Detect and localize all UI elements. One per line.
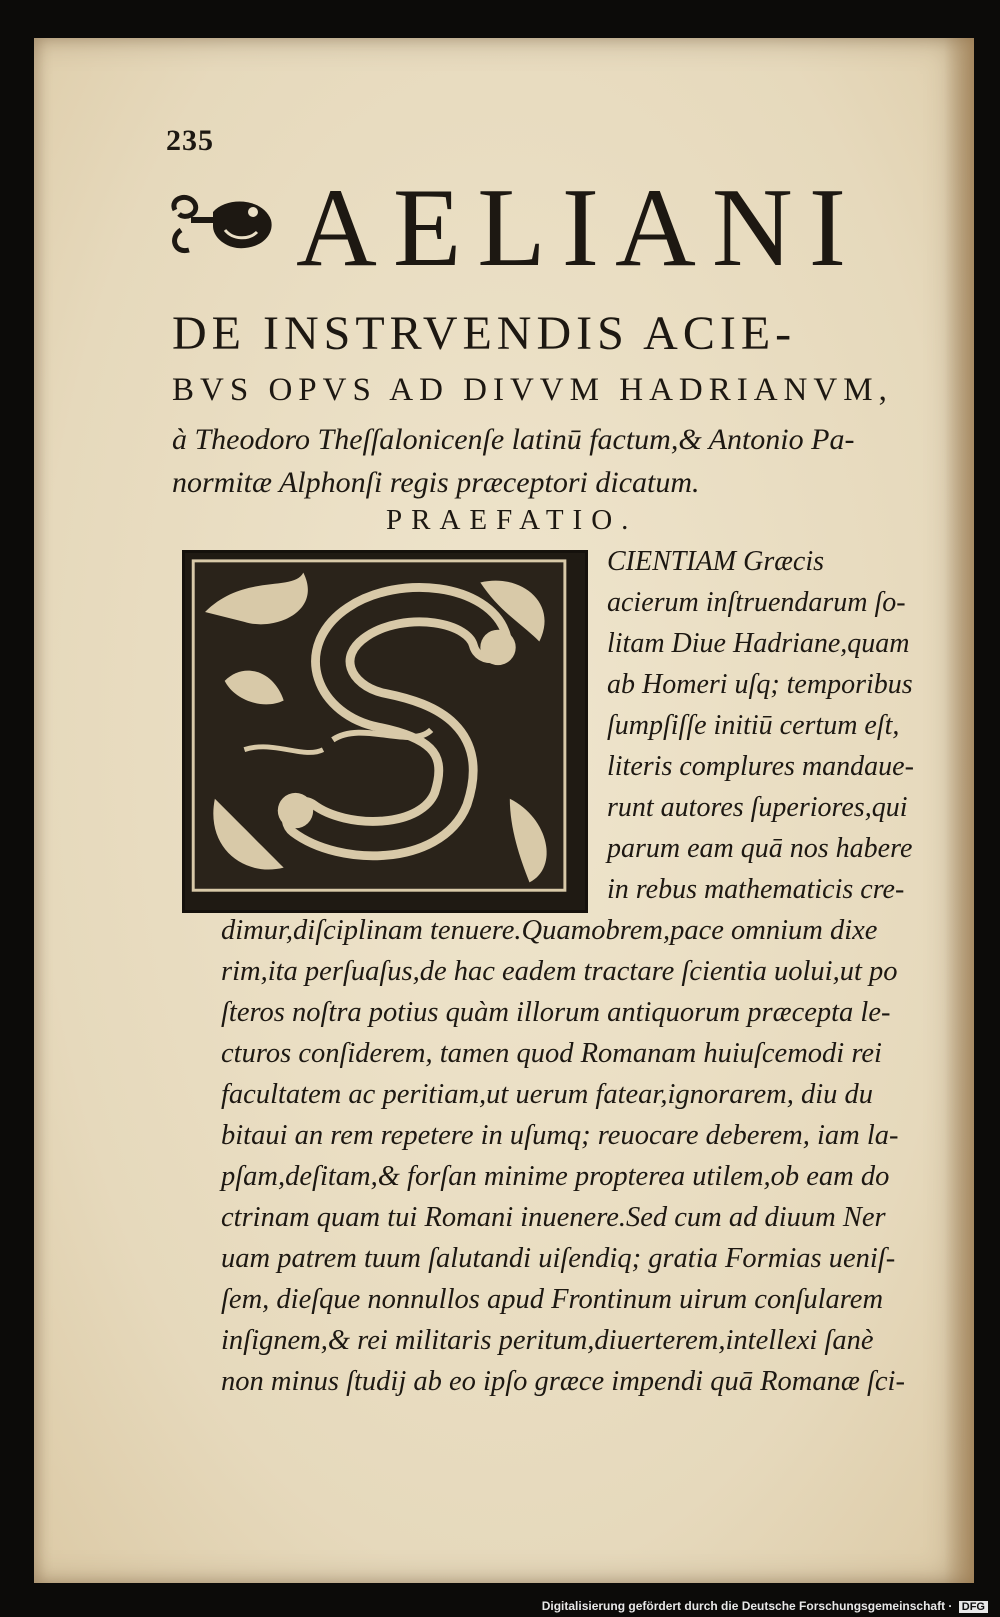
column-line: CIENTIAM Græcis bbox=[607, 546, 824, 577]
page-number: 235 bbox=[166, 124, 214, 157]
page-edge-shadow bbox=[944, 38, 974, 1583]
decorated-initial-s-icon bbox=[185, 553, 579, 904]
footer-credit: Digitalisierung gefördert durch die Deutsche Forschungsgemeinschaft · DFG bbox=[542, 1599, 988, 1613]
body-line: pſam,deſitam,& forſan minime propterea utilem,ob eam do bbox=[221, 1161, 890, 1192]
body-line: uam patrem tuum ſalutandi uiſendiq; gratia Formias ueniſ- bbox=[221, 1243, 896, 1274]
body-line: dimur,diſciplinam tenuere.Quamobrem,pace omnium dixe bbox=[221, 915, 878, 946]
body-line: ctrinam quam tui Romani inuenere.Sed cum ad diuum Ner bbox=[221, 1202, 886, 1233]
title-line-2: DE INSTRVENDIS ACIE- bbox=[172, 307, 797, 360]
body-line: rim,ita perſuaſus,de hac eadem tractare ſcientia uolui,ut po bbox=[221, 956, 898, 987]
column-line: in rebus mathematicis cre- bbox=[607, 874, 905, 905]
body-line: non minus ſtudij ab eo ipſo græce impendi quā Romanæ ſci- bbox=[221, 1366, 905, 1397]
book-page bbox=[34, 38, 974, 1583]
decorated-initial-s bbox=[182, 550, 588, 913]
column-line: acierum inſtruendarum ſo- bbox=[607, 587, 906, 618]
dfg-logo: DFG bbox=[959, 1601, 988, 1613]
title-line-3: BVS OPVS AD DIVVM HADRIANVM, bbox=[172, 372, 893, 408]
title-main: AELIANI bbox=[296, 166, 863, 290]
column-line: literis complures mandaue- bbox=[607, 751, 914, 782]
preface-heading: PRAEFATIO. bbox=[386, 504, 638, 536]
dedication-line-1: à Theodoro Theſſalonicenſe latinū factum,& Antonio Pa- bbox=[172, 423, 855, 456]
body-line: ſteros noſtra potius quàm illorum antiquorum præcepta le- bbox=[221, 997, 891, 1028]
fleuron-ornament-icon bbox=[167, 190, 279, 260]
column-line: ab Homeri uſq; temporibus bbox=[607, 669, 913, 700]
body-line: facultatem ac peritiam,ut uerum fatear,ignorarem, diu du bbox=[221, 1079, 874, 1110]
column-line: runt autores ſuperiores,qui bbox=[607, 792, 908, 823]
body-line: ſem, dieſque nonnullos apud Frontinum uirum conſularem bbox=[221, 1284, 884, 1315]
dedication-line-2: normitæ Alphonſi regis præceptori dicatum. bbox=[172, 466, 700, 499]
column-line: ſumpſiſſe initiū certum eſt, bbox=[607, 710, 900, 741]
body-line: cturos conſiderem, tamen quod Romanam huiuſcemodi rei bbox=[221, 1038, 882, 1069]
body-line: inſignem,& rei militaris peritum,diuerterem,intellexi ſanè bbox=[221, 1325, 874, 1356]
body-line: bitaui an rem repetere in uſumq; reuocare deberem, iam la- bbox=[221, 1120, 899, 1151]
column-line: litam Diue Hadriane,quam bbox=[607, 628, 910, 659]
footer-text: Digitalisierung gefördert durch die Deutsche Forschungsgemeinschaft bbox=[541, 1599, 946, 1613]
column-line: parum eam quā nos habere bbox=[607, 833, 913, 864]
